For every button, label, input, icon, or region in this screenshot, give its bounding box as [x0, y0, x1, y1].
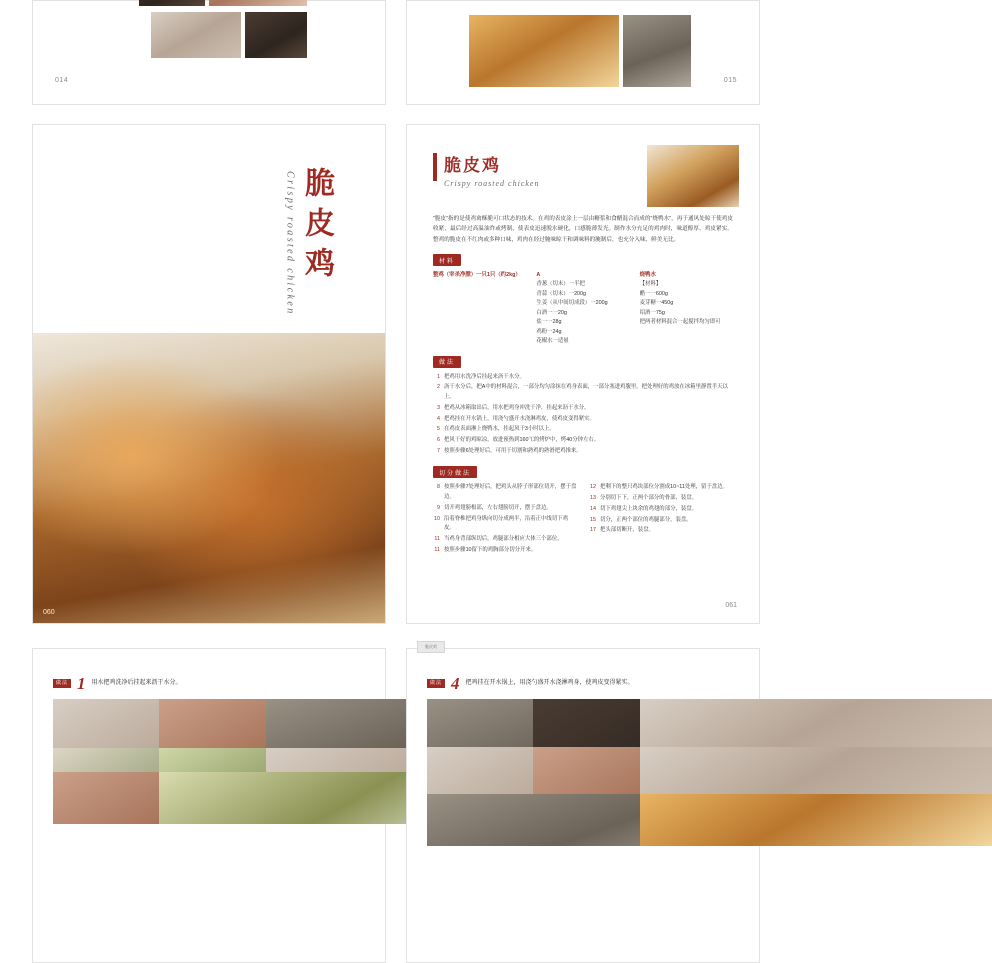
step-thumbnail	[427, 699, 526, 717]
method-step-text: 把鸡从冰箱取出后，用水把鸡身冲洗干净，挂起来沥干水分。	[444, 404, 590, 411]
ingredients-grid	[433, 271, 733, 347]
recipe-intro-text: “脆皮”指的是使鸡禽酥脆可口状态的技术。在鸡的表皮涂上一层由糖浆和食醋混合而成的“烧鸭水”，再于通风处晾干使鸡皮收紧，最后经过高温油炸或烤制，使表皮迅速脱水硬化，口感脆薄发光。制作水分充足的鸡肉时，味道醇厚、鸡皮紧实。整鸡的脆皮在不红肉或多种口味，鸡肉在经过腌味晾干和调味料的腌制后，也充分入味，鲜美无比。	[433, 216, 733, 243]
cutting-step: 15 切分，正两个部位的鸡腿部分，装盘。	[589, 516, 733, 526]
method-step-text: 把鸡用水洗净后挂起来沥干水分。	[444, 373, 525, 380]
hero-photo-roast-chicken	[33, 333, 385, 623]
cutting-step-text: 当鸡身背部纵切后，鸡腿部分相应大体三个部位。	[444, 536, 563, 542]
ingredient-line: 醋一一600g	[639, 290, 668, 297]
photo-step	[640, 794, 992, 846]
ingredient-column	[536, 271, 629, 347]
cutting-step: 12 把剩下的整只鸡块部位分割成10~11处理，留于盘边。	[589, 483, 733, 493]
ingredient-line: 白酒一一20g	[536, 309, 567, 316]
photo-frying	[469, 15, 619, 87]
step-heading	[427, 675, 739, 692]
ingredient-column	[433, 271, 526, 347]
spread-row-1	[32, 0, 760, 105]
page-steps-right	[406, 644, 760, 963]
method-steps	[433, 373, 733, 457]
step-thumbnail	[266, 699, 365, 717]
ingredient-group-head: A	[536, 272, 541, 279]
step-thumbnail	[640, 699, 739, 717]
ingredient-line: 生姜（从中间切成段）一200g	[536, 300, 608, 307]
spread-row-3	[32, 644, 760, 963]
photo-chef	[623, 15, 691, 87]
folio-number: 015	[723, 77, 737, 84]
method-step: 4 把鸡挂在开水锅上，用浇勺盛开水浇淋鸡皮，使鸡皮变得紧实。	[433, 415, 733, 425]
folio-number: 014	[55, 77, 69, 84]
page-title: 脆皮鸡	[299, 167, 334, 287]
method-step-text: 把鸡挂在开水锅上，用浇勺盛开水浇淋鸡皮，使鸡皮变得紧实。	[444, 415, 595, 422]
method-step-text: 在鸡皮表面淋上烧鸭水，挂起风干3小时以上。	[444, 426, 555, 433]
step-text: 用水把鸡洗净后挂起来沥干水分。	[91, 680, 182, 686]
cutting-step: 8 按照步骤7处理好后，把鸡头从脖子形部位切开，摆于盘边。	[433, 483, 577, 502]
ingredient-line: 绍酒一75g	[639, 309, 665, 316]
method-label: 做法	[433, 356, 461, 368]
ingredient-line: 【材料】	[639, 281, 662, 288]
cutting-label: 切分做法	[433, 466, 477, 478]
step-thumbnail-row	[53, 699, 365, 717]
ingredient-line: 花椒水一适量	[536, 338, 569, 345]
page-steps-left	[32, 648, 386, 963]
ingredient-group-head: 烧鸭水	[639, 272, 656, 279]
step-thumbnail	[159, 748, 258, 766]
step-thumbnail	[533, 699, 632, 717]
method-step-text: 把风干好的鸡晾凉，放进预热到160℃的烤炉中，烤40分钟左右。	[444, 436, 600, 443]
cutting-step: 11 当鸡身背部纵切后，鸡腿部分相应大体三个部位。	[433, 535, 577, 545]
step-thumbnail-row	[427, 699, 739, 717]
cutting-step: 13 分别切下下，正两个部分的骨部，装盘。	[589, 494, 733, 504]
cutting-step: 14 切下鸡翅尖上块余的鸡翅的部分，装盘。	[589, 505, 733, 515]
page-015	[406, 0, 760, 105]
folio-number: 061	[725, 602, 737, 609]
page-title-english: Crispy roasted chicken	[284, 171, 296, 316]
step-text: 把鸡挂在开水锅上，用浇勺盛开水浇淋鸡身，使鸡皮变得紧实。	[465, 680, 634, 686]
step-thumbnail	[533, 747, 632, 765]
folio-number: 060	[43, 609, 55, 616]
page-060-title	[32, 124, 386, 624]
ingredient-line: 盐一一28g	[536, 319, 562, 326]
cutting-step-text: 切下鸡翅尖上块余的鸡翅的部分，装盘。	[600, 505, 698, 512]
ingredient-line: 香葱（切末）一半把	[536, 281, 585, 288]
ingredient-line: 青蒜（切末）一200g	[536, 290, 587, 297]
method-step: 3 把鸡从冰箱取出后，用水把鸡身冲洗干净，挂起来沥干水分。	[433, 404, 733, 414]
method-step: 2 沥干水分后，把A中的材料混合，一部分均匀涂抹在鸡身表面，一部分塞进鸡腹里。把处理好的鸡放在冰箱里静置半天以上。	[433, 383, 733, 402]
cutting-step-text: 切分，正两个部位的鸡腿部分，装盘。	[600, 516, 692, 523]
step-thumbnail	[266, 748, 365, 766]
page-061-recipe	[406, 124, 760, 624]
step-heading	[53, 675, 365, 692]
cutting-step-text: 分别切下下，正两个部分的骨部，装盘。	[600, 495, 698, 502]
cutting-step-text: 把剩下的整只鸡块部位分割成10~11处理，留于盘边。	[600, 484, 728, 491]
recipe-title-english: Crispy roasted chicken	[444, 179, 540, 188]
method-step: 6 把风干好的鸡晾凉，放进预热到160℃的烤炉中，烤40分钟左右。	[433, 436, 733, 446]
step-badge: 做法	[427, 679, 445, 689]
step-thumbnail-row	[427, 747, 739, 765]
step-number: 4	[451, 674, 460, 693]
step-thumbnail	[159, 699, 258, 717]
method-step-text: 按照步骤6处理好后，可用于切割和熟鸡的熟滑把鸡推来。	[444, 447, 582, 454]
cutting-step: 9 切开鸡翅膀根部，左右翅膀切开，摆于盘边。	[433, 504, 577, 514]
section-tab	[417, 641, 445, 653]
method-step: 1 把鸡用水洗净后挂起来沥干水分。	[433, 373, 733, 383]
cutting-steps	[433, 483, 733, 556]
ingredient-line: 鸡粉一24g	[536, 328, 562, 335]
photo-recipe-thumbnail	[647, 145, 739, 207]
step-thumbnail	[53, 699, 152, 717]
step-badge: 做法	[53, 679, 71, 689]
photo-thumb	[209, 0, 307, 6]
page-014	[32, 0, 386, 105]
cutting-step: 11 按照步骤10留下的鸡胸部分切分开来。	[433, 546, 577, 556]
step-thumbnail	[427, 747, 526, 765]
cutting-step-text: 把头部切断开，装盘。	[600, 527, 654, 534]
cutting-step-text: 按照步骤10留下的鸡胸部分切分开来。	[444, 546, 537, 553]
cutting-step-text: 沿着脊椎把鸡身纵向切分成两半，沿着正中线切下鸡皮。	[444, 515, 568, 532]
photo-thumb	[151, 12, 241, 58]
ingredient-line: 麦芽糖一450g	[639, 300, 674, 307]
method-step: 5 在鸡皮表面淋上烧鸭水，挂起风干3小时以上。	[433, 425, 733, 435]
cutting-step: 10 沿着脊椎把鸡身纵向切分成两半，沿着正中线切下鸡皮。	[433, 515, 577, 534]
photo-thumb	[245, 12, 307, 58]
step-thumbnail	[640, 747, 739, 765]
step-thumbnail-row	[53, 748, 365, 766]
step-number: 1	[77, 674, 86, 693]
vertical-title-group	[284, 167, 333, 316]
heading-accent-bar	[433, 153, 437, 181]
ingredient-group-head: 整鸡（宰杀净膛）一只1只（约2kg）	[433, 272, 521, 279]
cutting-step-text: 切开鸡翅膀根部，左右翅膀切开，摆于盘边。	[444, 504, 552, 511]
spread-row-2	[32, 124, 760, 624]
cutting-step: 17 把头部切断开，装盘。	[589, 526, 733, 536]
ingredient-column	[640, 271, 733, 347]
materials-label: 材料	[433, 254, 461, 266]
section-tab-label: 脆皮鸡	[425, 644, 437, 649]
recipe-title: 脆皮鸡	[444, 156, 501, 176]
photo-step	[640, 747, 992, 799]
cutting-step-text: 按照步骤7处理好后，把鸡头从脖子形部位切开，摆于盘边。	[444, 484, 577, 501]
photo-thumb	[139, 0, 205, 6]
method-step: 7 按照步骤6处理好后，可用于切割和熟鸡的熟滑把鸡推来。	[433, 447, 733, 457]
step-thumbnail	[53, 748, 152, 766]
photo-step	[640, 699, 992, 751]
method-step-text: 沥干水分后，把A中的材料混合，一部分均匀涂抹在鸡身表面，一部分塞进鸡腹里。把处理好的鸡放在冰箱里静置半天以上。	[444, 384, 728, 401]
ingredient-line: 把两者材料混合一起搅拌均匀即可	[639, 319, 721, 326]
